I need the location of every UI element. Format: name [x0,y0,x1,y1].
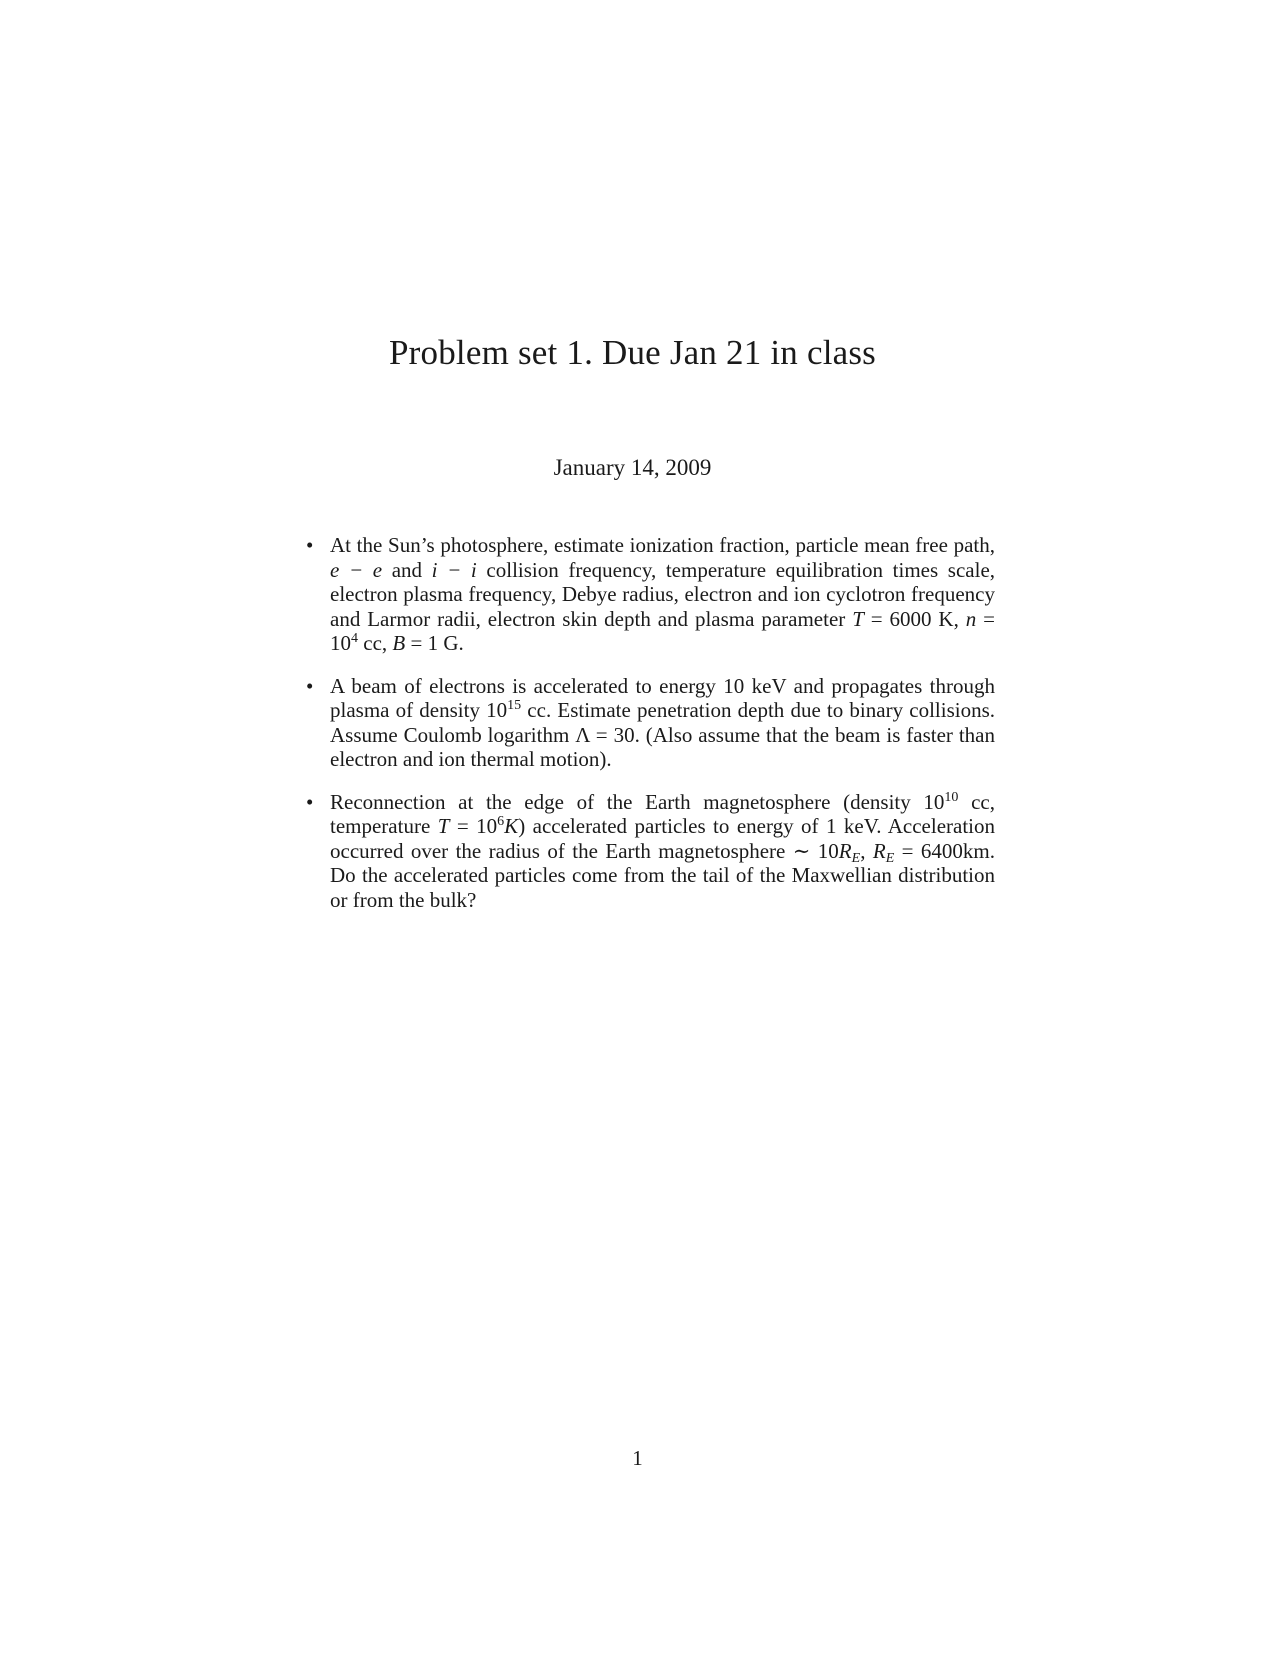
problem-item-3 [306,789,996,913]
problem-3-radius-subscript: E [851,850,861,866]
problem-3-text: ) accelerated particles to energy of 1 keV. Acceleration occurred over the radius of the Earth magnetosphere ∼ 10 [330,814,996,863]
problem-3-radius-var: R [872,838,886,863]
problem-1-field-var: B [392,631,406,655]
problem-3-radius-var: R [838,838,852,863]
problem-1-text: = 1 G. [405,631,464,655]
problem-3-radius-subscript: E [885,850,895,866]
problem-3-density-exponent: 10 [944,789,959,805]
problem-1-text: At the Sun’s photosphere, estimate ionization fraction, particle mean free path, [330,533,995,557]
problem-3-text: = 6400km. Do the accelerated particles come from the tail of the Maxwellian distribution or from the bulk? [330,838,996,912]
bullet-icon: • [306,533,314,557]
problem-1-text: = 6000 K, [863,606,966,631]
problem-1-text: collision frequency, temperature equilibration times scale, electron plasma frequency, Debye radius, electron and ion cyclotron frequency and Larmor radii, electron skin depth and plasma parameter [330,557,996,631]
problem-3-text: , [860,838,873,863]
problem-2-text: A beam of electrons is accelerated to energy 10 keV and propagates through plasma of density 10 [330,673,995,722]
problem-1-ee-term: e − e [330,557,383,582]
problem-2-density-exponent: 15 [507,698,522,713]
problem-1-text: and [382,557,432,582]
problem-1-text: = 10 [330,606,995,655]
problem-list [306,533,996,930]
problem-3-kelvin-var: K [504,814,519,838]
problem-3-text: cc, temperature [330,789,995,838]
document-title: Problem set 1. Due Jan 21 in class [388,333,876,372]
problem-item-2 [306,673,996,772]
problem-3-text: Reconnection at the edge of the Earth magnetosphere (density 10 [330,789,945,814]
bullet-icon: • [306,789,314,814]
problem-1-temperature-var: T [852,606,864,631]
problem-1-density-exponent: 4 [351,631,358,646]
problem-3-temperature-exponent: 6 [497,814,505,829]
problem-1-ii-term: i − i [431,557,477,582]
problem-3-temperature-var: T [437,814,450,838]
problem-item-1 [306,533,996,656]
problem-1-density-var: n [965,606,977,631]
problem-3-text: = 10 [449,814,498,838]
problem-2-text: cc. Estimate penetration depth due to binary collisions. Assume Coulomb logarithm Λ = 30. (Also assume that the beam is faster than electron and ion thermal motion). [330,698,996,771]
document-date: January 14, 2009 [553,455,712,480]
bullet-icon: • [306,673,314,698]
problem-1-text: cc, [358,631,393,655]
page-number: 1 [632,1446,643,1470]
